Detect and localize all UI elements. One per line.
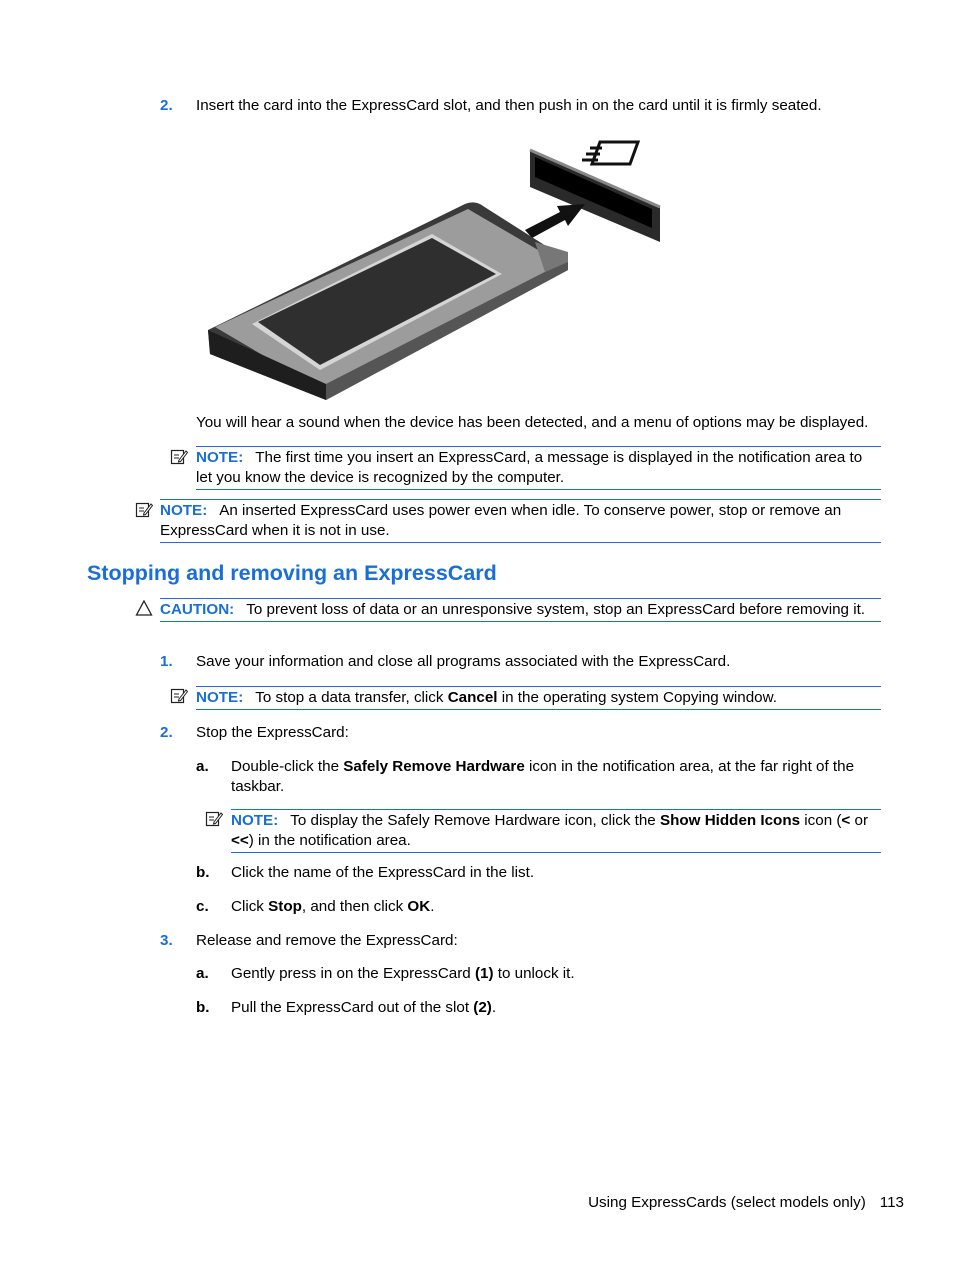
expresscard-slot-icon: [582, 142, 638, 164]
note-text-pre: To stop a data transfer, click: [255, 689, 448, 706]
step-number: 1.: [160, 653, 173, 670]
footer-text: Using ExpressCards (select models only): [588, 1194, 866, 1211]
substep-letter: a.: [196, 965, 209, 982]
section-heading: Stopping and removing an ExpressCard: [87, 561, 497, 585]
substep-letter: c.: [196, 898, 209, 915]
substep-letter: b.: [196, 999, 210, 1016]
step-text: Release and remove the ExpressCard:: [196, 932, 458, 949]
note-icon: [170, 448, 188, 466]
substep-text-pre: Pull the ExpressCard out of the slot: [231, 999, 474, 1016]
note-box: [231, 809, 881, 853]
note-text-bold: <<: [231, 832, 249, 849]
note-box: [160, 499, 881, 543]
note-box: [196, 446, 881, 490]
note-label: NOTE:: [196, 449, 244, 466]
substep-text-bold: Stop: [268, 898, 302, 915]
caution-box: [160, 598, 881, 622]
step-text: Insert the card into the ExpressCard slot, and then push in on the card until it is firmly seated.: [196, 97, 822, 114]
substep-text-post: icon in the notification area, at the far right of the taskbar.: [231, 758, 855, 795]
note-box: [196, 686, 881, 710]
note-text-mid: or: [850, 812, 869, 829]
note-text-post: in the operating system Copying window.: [497, 689, 777, 706]
body-paragraph: You will hear a sound when the device has been detected, and a menu of options may be displayed.: [196, 414, 869, 431]
note-label: NOTE:: [160, 502, 208, 519]
page-number: 113: [879, 1194, 904, 1211]
substep-letter: b.: [196, 864, 210, 881]
substep-text: [231, 897, 434, 917]
note-text-pre: To display the Safely Remove Hardware icon, click the: [290, 812, 660, 829]
substep-text-pre: Double-click the: [231, 758, 344, 775]
note-text-post: ) in the notification area.: [248, 832, 411, 849]
step-text: Stop the ExpressCard:: [196, 724, 349, 741]
note-text-bold: Cancel: [447, 689, 498, 706]
substep-text-bold: Safely Remove Hardware: [343, 758, 525, 775]
note-icon: [170, 687, 188, 705]
substep-text: [231, 757, 883, 797]
substep-text-post: .: [430, 898, 435, 915]
caution-text: To prevent loss of data or an unresponsive system, stop an ExpressCard before removing it.: [246, 601, 866, 618]
note-label: NOTE:: [196, 689, 244, 706]
substep-text: [231, 998, 496, 1018]
note-text-bold: Show Hidden Icons: [659, 812, 801, 829]
substep-text: Click the name of the ExpressCard in the list.: [231, 864, 535, 881]
substep-text-pre: Click: [231, 898, 269, 915]
step-number: 2.: [160, 724, 173, 741]
substep-text-post: .: [491, 999, 497, 1016]
substep-text-post: to unlock it.: [493, 965, 575, 982]
note-text-mid: icon (: [800, 812, 842, 829]
substep-text-bold: (1): [474, 965, 494, 982]
note-icon: [205, 810, 223, 828]
note-text: The first time you insert an ExpressCard, a message is displayed in the notification area to let you know the device is recognized by the computer.: [196, 449, 863, 486]
note-text: An inserted ExpressCard uses power even when idle. To conserve power, stop or remove an ExpressCard when it is not in use.: [160, 502, 842, 539]
note-icon: [135, 501, 153, 519]
step-number: 3.: [160, 932, 173, 949]
substep-text: [231, 964, 575, 984]
step-number: 2.: [160, 97, 173, 114]
page-footer: [588, 1193, 904, 1213]
substep-text-pre: Gently press in on the ExpressCard: [231, 965, 475, 982]
caution-icon: [135, 599, 153, 617]
step-text: Save your information and close all programs associated with the ExpressCard.: [196, 653, 731, 670]
expresscard-insertion-illustration: [200, 132, 680, 407]
note-text-bold: <: [841, 812, 851, 829]
caution-label: CAUTION:: [160, 601, 235, 618]
substep-text-bold: OK: [407, 898, 431, 915]
note-label: NOTE:: [231, 812, 279, 829]
substep-letter: a.: [196, 758, 209, 775]
substep-text-mid: , and then click: [301, 898, 408, 915]
substep-text-bold: (2): [473, 999, 492, 1016]
